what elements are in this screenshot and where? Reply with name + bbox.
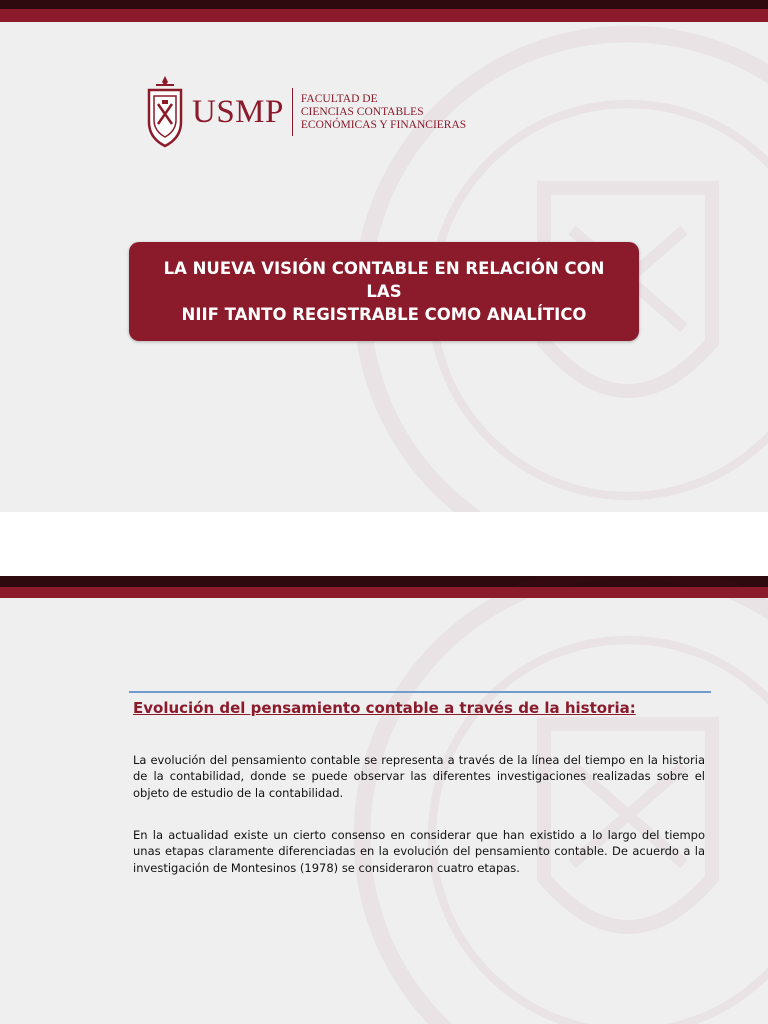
logo-divider [292, 88, 293, 136]
faculty-line: ECONÓMICAS Y FINANCIERAS [300, 118, 467, 131]
faculty-line: CIENCIAS CONTABLES [300, 105, 424, 118]
usmp-crest-icon [146, 74, 184, 150]
title-line: NIIF TANTO REGISTRABLE COMO ANALÍTICO [181, 305, 587, 324]
presentation-title [129, 257, 639, 326]
section-heading: Evolución del pensamiento contable a través de la historia: [133, 699, 636, 717]
faculty-name [301, 93, 466, 132]
content-slide [0, 576, 768, 1024]
heading-rule [129, 691, 711, 693]
body-paragraph: La evolución del pensamiento contable se representa a través de la línea del tiempo en la historia de la contabilidad, donde se puede observar las diferentes investigaciones realizadas sobre el objeto de estudio de la contabilidad. [133, 753, 705, 800]
usmp-logo [146, 74, 466, 150]
top-dark-bar [0, 0, 768, 9]
title-banner [129, 242, 639, 341]
title-line: LA NUEVA VISIÓN CONTABLE EN RELACIÓN CON LAS [163, 259, 605, 301]
body-paragraph: En la actualidad existe un cierto consenso en considerar que han existido a lo largo del tiempo unas etapas claramente diferenciadas en la evolución del pensamiento contable. De acuerdo a la investigación de Montesinos (1978) se consideraron cuatro etapas. [133, 828, 705, 875]
logo-wordmark: USMP [192, 93, 284, 130]
faculty-line: FACULTAD DE [300, 92, 378, 105]
